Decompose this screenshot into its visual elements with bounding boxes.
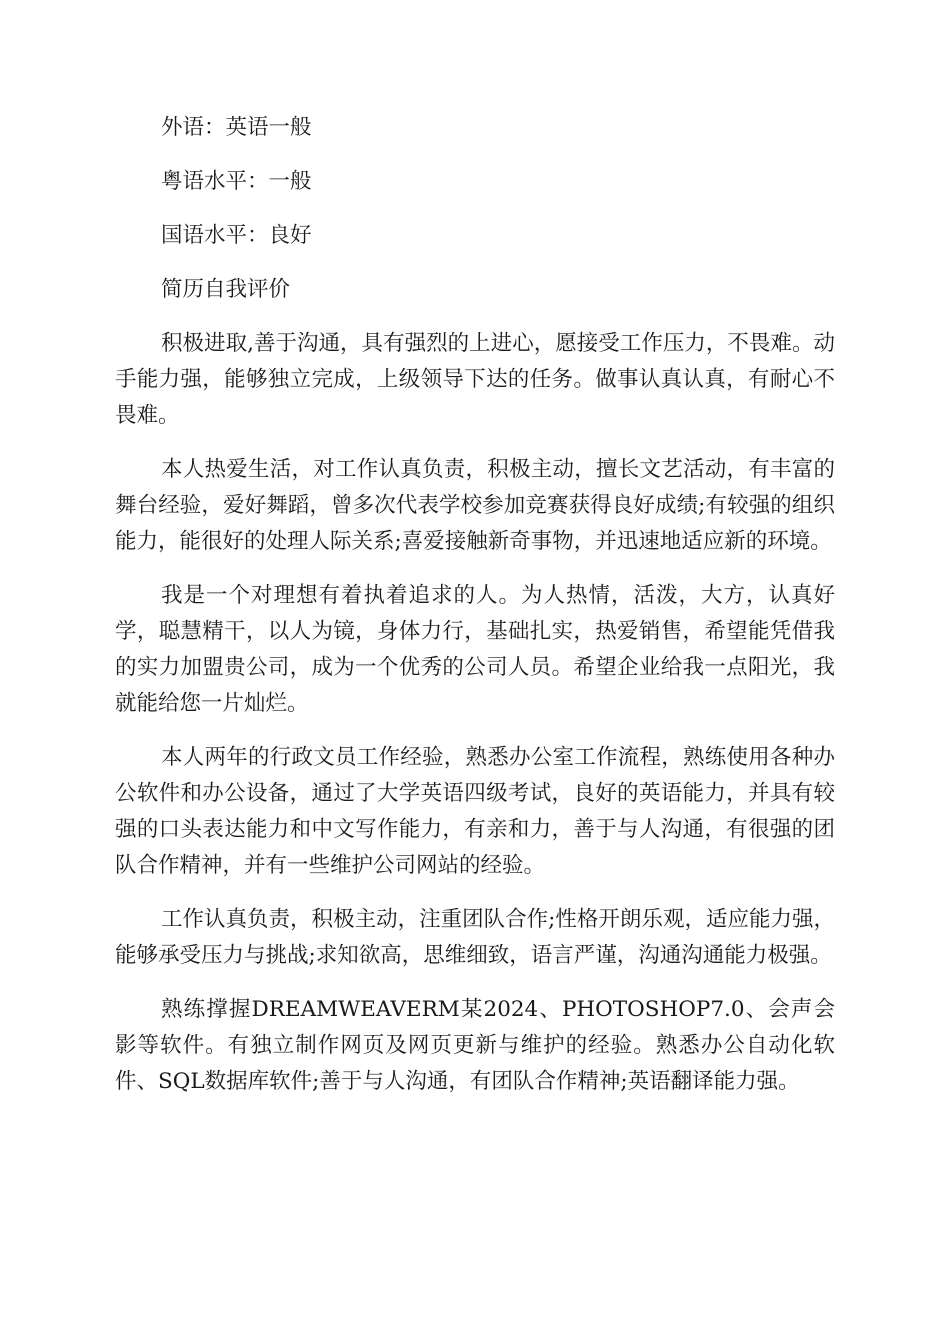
evaluation-paragraph-6: 熟练撑握DREAMWEAVERM某2024、PHOTOSHOP7.0、会声会影等软件。有独立制作网页及网页更新与维护的经验。熟悉办公自动化软件、SQL数据库软件;善于与人沟通，有团队合作精神;英语翻译能力强。 [115,997,835,1094]
evaluation-paragraph-1: 积极进取,善于沟通，具有强烈的上进心，愿接受工作压力，不畏难。动手能力强，能够独立完成，上级领导下达的任务。做事认真认真，有耐心不畏难。 [115,331,835,428]
document-body [115,110,835,1118]
evaluation-paragraph-4: 本人两年的行政文员工作经验，熟悉办公室工作流程，熟练使用各种办公软件和办公设备，通过了大学英语四级考试，良好的英语能力，并具有较强的口头表达能力和中文写作能力，有亲和力，善于与人沟通，有很强的团队合作精神，并有一些维护公司网站的经验。 [115,745,835,878]
self-evaluation-heading: 简历自我评价 [161,277,291,302]
mandarin-level-line: 国语水平：良好 [161,223,312,248]
foreign-language-line: 外语：英语一般 [161,115,312,140]
evaluation-paragraph-3: 我是一个对理想有着执着追求的人。为人热情，活泼，大方，认真好学，聪慧精干，以人为镜，身体力行，基础扎实，热爱销售，希望能凭借我的实力加盟贵公司，成为一个优秀的公司人员。希望企业给我一点阳光，我就能给您一片灿烂。 [115,583,835,716]
cantonese-level-line: 粤语水平：一般 [161,169,312,194]
evaluation-paragraph-2: 本人热爱生活，对工作认真负责，积极主动，擅长文艺活动，有丰富的舞台经验，爱好舞蹈，曾多次代表学校参加竞赛获得良好成绩;有较强的组织能力，能很好的处理人际关系;喜爱接触新奇事物，并迅速地适应新的环境。 [115,457,835,554]
evaluation-paragraph-5: 工作认真负责，积极主动，注重团队合作;性格开朗乐观，适应能力强，能够承受压力与挑战;求知欲高，思维细致，语言严谨，沟通沟通能力极强。 [115,907,835,968]
